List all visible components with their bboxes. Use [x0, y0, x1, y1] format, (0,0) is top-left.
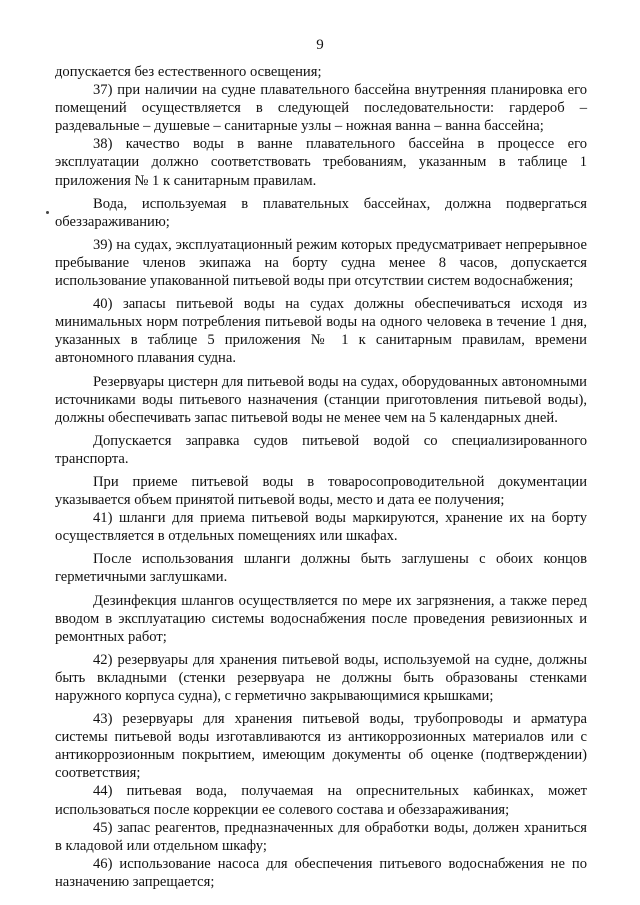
paragraph: Дезинфекция шлангов осуществляется по мере их загрязнения, а также перед вводом в эксплуатацию системы водоснабжения после проведения ревизионных и ремонтных работ; [55, 592, 587, 645]
paragraph: При приеме питьевой воды в товаросопроводительной документации указывается объем принятой питьевой воды, место и дата ее получения; [55, 473, 587, 509]
paragraph: допускается без естественного освещения; [55, 64, 322, 80]
document-body [55, 63, 587, 891]
paragraph: Резервуары цистерн для питьевой воды на судах, оборудованных автономными источниками воды питьевого назначения (станции приготовления питьевой воды), должны обеспечивать запас питьевой воды не менее чем на 5 календарных дней. [55, 373, 587, 426]
margin-mark [46, 211, 49, 214]
paragraph-item-39: 39) на судах, эксплуатационный режим которых предусматривает непрерывное пребывание членов экипажа на борту судна менее 8 часов, допускается использование упакованной питьевой воды при отсутствии систем водоснабжения; [55, 236, 587, 290]
paragraph-item-45: 45) запас реагентов, предназначенных для обработки воды, должен храниться в кладовой или отдельном шкафу; [55, 819, 587, 854]
paragraph: Вода, используемая в плавательных бассейнах, должна подвергаться обеззараживанию; [55, 195, 587, 230]
paragraph-item-38: 38) качество воды в ванне плавательного бассейна в процессе его эксплуатации должно соответствовать требованиям, указанным в таблице 1 приложения № 1 к санитарным правилам. [55, 136, 587, 189]
paragraph-item-41: 41) шланги для приема питьевой воды маркируются, хранение их на борту осуществляется в отдельных помещениях или шкафах. [55, 510, 587, 545]
paragraph: Допускается заправка судов питьевой водой со специализированного транспорта. [55, 432, 587, 467]
paragraph-item-37: 37) при наличии на судне плавательного бассейна внутренняя планировка его помещений осуществляется в следующей последовательности: гардероб – раздевальные – душевые – санитарные узлы – ножная ванна – ванна бассейна; [55, 82, 587, 135]
paragraph-item-40: 40) запасы питьевой воды на судах должны обеспечиваться исходя из минимальных норм потребления питьевой воды на одного человека в течение 1 дня, указанных в таблице 5 приложения № 1 к санитарным правилам, времени автономного плавания судна. [55, 296, 587, 367]
paragraph-item-43: 43) резервуары для хранения питьевой воды, трубопроводы и арматура системы питьевой воды изготавливаются из антикоррозионных материалов или с антикоррозионным покрытием, имеющим документы об оценке (подтверждении) соответствия; [55, 711, 587, 782]
paragraph-item-46: 46) использование насоса для обеспечения питьевого водоснабжения не по назначению запрещается; [55, 855, 587, 890]
paragraph-item-42: 42) резервуары для хранения питьевой воды, используемой на судне, должны быть вкладными (стенки резервуара не должны быть образованы стенками наружного корпуса судна), с герметично закрывающимися крышками; [55, 651, 587, 704]
paragraph: После использования шланги должны быть заглушены с обоих концов герметичными заглушками. [55, 551, 587, 586]
paragraph-item-44: 44) питьевая вода, получаемая на опреснительных кабинках, может использоваться после коррекции ее солевого состава и обеззараживания; [55, 783, 587, 818]
page-number: 9 [316, 37, 324, 53]
